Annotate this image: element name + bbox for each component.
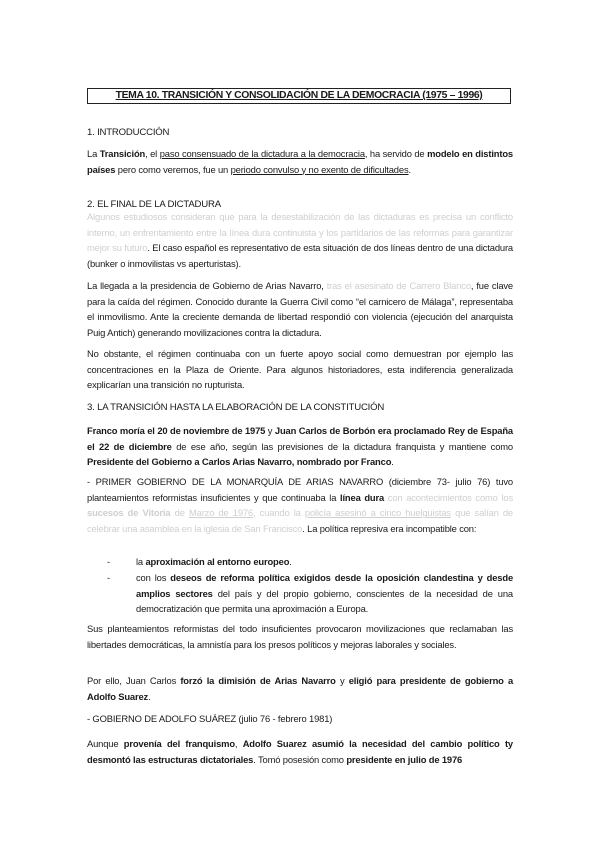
heading-final-dictadura: 2. EL FINAL DE LA DICTADURA <box>87 199 221 210</box>
list-item: - con los deseos de reforma política exigidos desde la oposición clandestina y desde amplios sectores del país y del propio gobierno, conscientes de la necesidad de una democratización que permita una aproximación a Europa. <box>107 572 514 615</box>
paragraph-primer-gobierno: - PRIMER GOBIERNO DE LA MONARQUÍA DE ARIAS NAVARRO (diciembre 73- julio 76) tuvo planteamientos reformistas insuficientes y que continuaba la línea dura con acontecimientos como los sucesos de Vitoria de Marzo de 1976, cuando la policía asesinó a cinco huelguistas que salían de celebrar una asamblea en la iglesia de San Francisco. La política represiva era incompatible con: <box>87 476 513 534</box>
paragraph-introduccion: La Transición, el paso consensuado de la dictadura a la democracia, ha servido de modelo en distintos países pero como veremos, fue un periodo convulso y no exento de dificultades. <box>87 148 513 175</box>
document-title: TEMA 10. TRANSICIÓN Y CONSOLIDACIÓN DE LA DEMOCRACIA (1975 – 1996) <box>87 88 511 104</box>
heading-transicion-constitucion: 3. LA TRANSICIÓN HASTA LA ELABORACIÓN DE LA CONSTITUCIÓN <box>87 402 385 413</box>
paragraph-desestabilizacion: Algunos estudiosos consideran que para la desestabilización de las dictaduras es precisa un conflicto interno, un enfrentamiento entre la línea dura continuista y los partidarios de las reformas para garantizar mejor su futuro. El caso español es representativo de esta situación de dos líneas dentro de una dictadura (bunker o inmovilistas vs aperturistas). <box>87 211 513 269</box>
paragraph-suarez: Aunque provenía del franquismo, Adolfo Suarez asumió la necesidad del cambio político ty desmontó las estructuras dictatoriales. Tomó posesión como presidente en julio de 1976 <box>87 738 513 765</box>
paragraph-apoyo-social: No obstante, el régimen continuaba con un fuerte apoyo social como demuestran por ejemplo las concentraciones en la Plaza de Oriente. Para algunos historiadores, esta indiferencia generalizada explicarían una transición no rupturista. <box>87 348 513 391</box>
paragraph-arias-navarro: La llegada a la presidencia de Gobierno de Arias Navarro, tras el asesinato de Carrero Blanco, fue clave para la caída del régimen. Conocido durante la Guerra Civil como “el carnicero de Málaga”, representaba el inmovilismo. Ante la creciente demanda de libertad respondió con violencia (ejecución del anarquista Puig Antich) generando movilizaciones contra la dictadura. <box>87 280 513 338</box>
paragraph-planteamientos: Sus planteamientos reformistas del todo insuficientes provocaron movilizaciones que reclamaban las libertades democráticas, la amnistía para los presos políticos y mejoras laborales y sociales. <box>87 623 513 650</box>
list-item: - la aproximación al entorno europeo. <box>107 554 513 570</box>
bullet-dash: - <box>107 556 110 567</box>
heading-introduccion: 1. INTRODUCCIÓN <box>87 127 170 138</box>
paragraph-gobierno-suarez: - GOBIERNO DE ADOLFO SUÁREZ (julio 76 - febrero 1981) <box>87 713 333 724</box>
bullet-dash: - <box>107 572 110 583</box>
paragraph-muerte-franco: Franco moría el 20 de noviembre de 1975 y Juan Carlos de Borbón era proclamado Rey de España el 22 de diciembre de ese año, según las previsiones de la dictadura franquista y mantiene como Presidente del Gobierno a Carlos Arias Navarro, nombrado por Franco. <box>87 425 513 468</box>
paragraph-dimision: Por ello, Juan Carlos forzó la dimisión de Arias Navarro y eligió para presidente de gobierno a Adolfo Suarez. <box>87 675 514 702</box>
